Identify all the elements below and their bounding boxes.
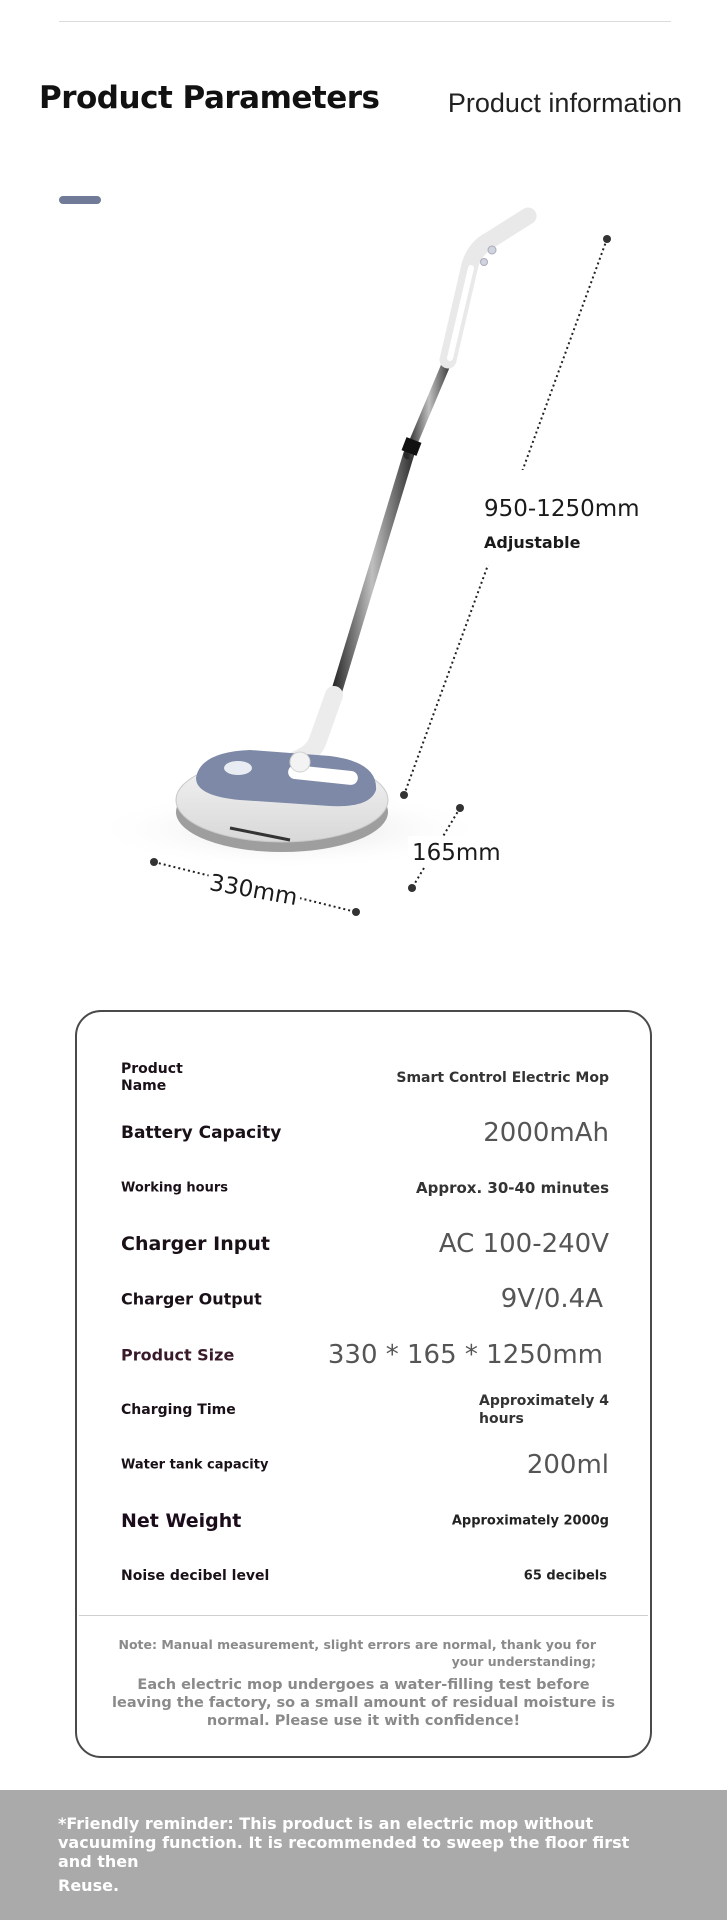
spec-row-product-name: [121, 1050, 609, 1105]
width-dimension-label: 165mm: [412, 840, 501, 866]
width-dimension-dot: [408, 884, 416, 892]
spec-label: Noise decibel level: [121, 1568, 270, 1585]
spec-card: [75, 1010, 652, 1758]
spec-row-working-hours: [121, 1161, 609, 1216]
spec-label: Charger Output: [121, 1289, 262, 1309]
handle-button-icon: [481, 259, 488, 266]
spec-table: [121, 1050, 609, 1604]
mop-power-button-icon: [224, 761, 252, 775]
spec-value: Approx. 30-40 minutes: [416, 1179, 609, 1198]
spec-value: 2000mAh: [483, 1118, 609, 1149]
top-divider: [59, 21, 671, 22]
spec-value: 9V/0.4A: [500, 1284, 603, 1315]
mop-pole-collar: [409, 440, 414, 453]
card-divider: [79, 1615, 648, 1616]
spec-value: 200ml: [526, 1450, 609, 1481]
spec-row-noise-level: [121, 1549, 609, 1604]
spec-label: Charging Time: [121, 1402, 236, 1419]
mop-pole-lower: [334, 450, 410, 700]
spec-label: Water tank capacity: [121, 1457, 269, 1473]
spec-label: Working hours: [121, 1180, 228, 1196]
length-dimension-dot: [352, 908, 360, 916]
reminder-band: [0, 1790, 727, 1920]
spec-row-charger-input: [121, 1216, 609, 1271]
reminder-reuse: Reuse.: [58, 1876, 120, 1895]
mop-illustration: [0, 200, 727, 940]
spec-row-net-weight: [121, 1493, 609, 1548]
spec-label: Charger Input: [121, 1232, 270, 1255]
spec-label: Net Weight: [121, 1509, 242, 1532]
moisture-note: Each electric mop undergoes a water-filling test before leaving the factory, so a small amount of residual moisture is normal. Please use it with confidence!: [112, 1677, 615, 1729]
height-dimension-dot: [603, 235, 611, 243]
handle-button-icon: [488, 246, 496, 254]
width-dimension-dot: [456, 804, 464, 812]
spec-label: Product Name: [121, 1060, 183, 1094]
page-title: Product Parameters: [39, 80, 380, 116]
reminder-text: *Friendly reminder: This product is an electric mop without vacuuming function. It is recommended to sweep the floor first and then: [58, 1814, 630, 1871]
spec-value: Approximately 4 hours: [479, 1393, 609, 1428]
spec-label: Product Size: [121, 1345, 235, 1365]
spec-row-charger-output: [121, 1272, 609, 1327]
spec-value: 330 * 165 * 1250mm: [327, 1339, 603, 1370]
spec-row-product-size: [121, 1327, 609, 1382]
spec-value: Approximately 2000g: [451, 1513, 609, 1529]
mop-connector: [290, 752, 310, 772]
spec-value: Smart Control Electric Mop: [396, 1069, 609, 1086]
spec-row-battery-capacity: [121, 1105, 609, 1160]
spec-row-charging-time: [121, 1382, 609, 1437]
height-dimension-label: 950-1250mm: [484, 496, 640, 522]
mop-pole-upper: [408, 355, 450, 455]
spec-value: AC 100-240V: [438, 1228, 609, 1259]
length-dimension-dot: [150, 858, 158, 866]
height-dimension-dot: [400, 791, 408, 799]
page-subtitle: Product information: [447, 88, 682, 118]
length-dimension-label: 330mm: [207, 870, 300, 912]
spec-label: Battery Capacity: [121, 1123, 282, 1144]
height-adjustable-label: Adjustable: [484, 533, 581, 552]
spec-value: 65 decibels: [523, 1568, 607, 1584]
mop-handle: [448, 216, 528, 360]
spec-row-water-tank: [121, 1438, 609, 1493]
measurement-note: Note: Manual measurement, slight errors are normal, thank you for your understanding;: [118, 1637, 596, 1669]
